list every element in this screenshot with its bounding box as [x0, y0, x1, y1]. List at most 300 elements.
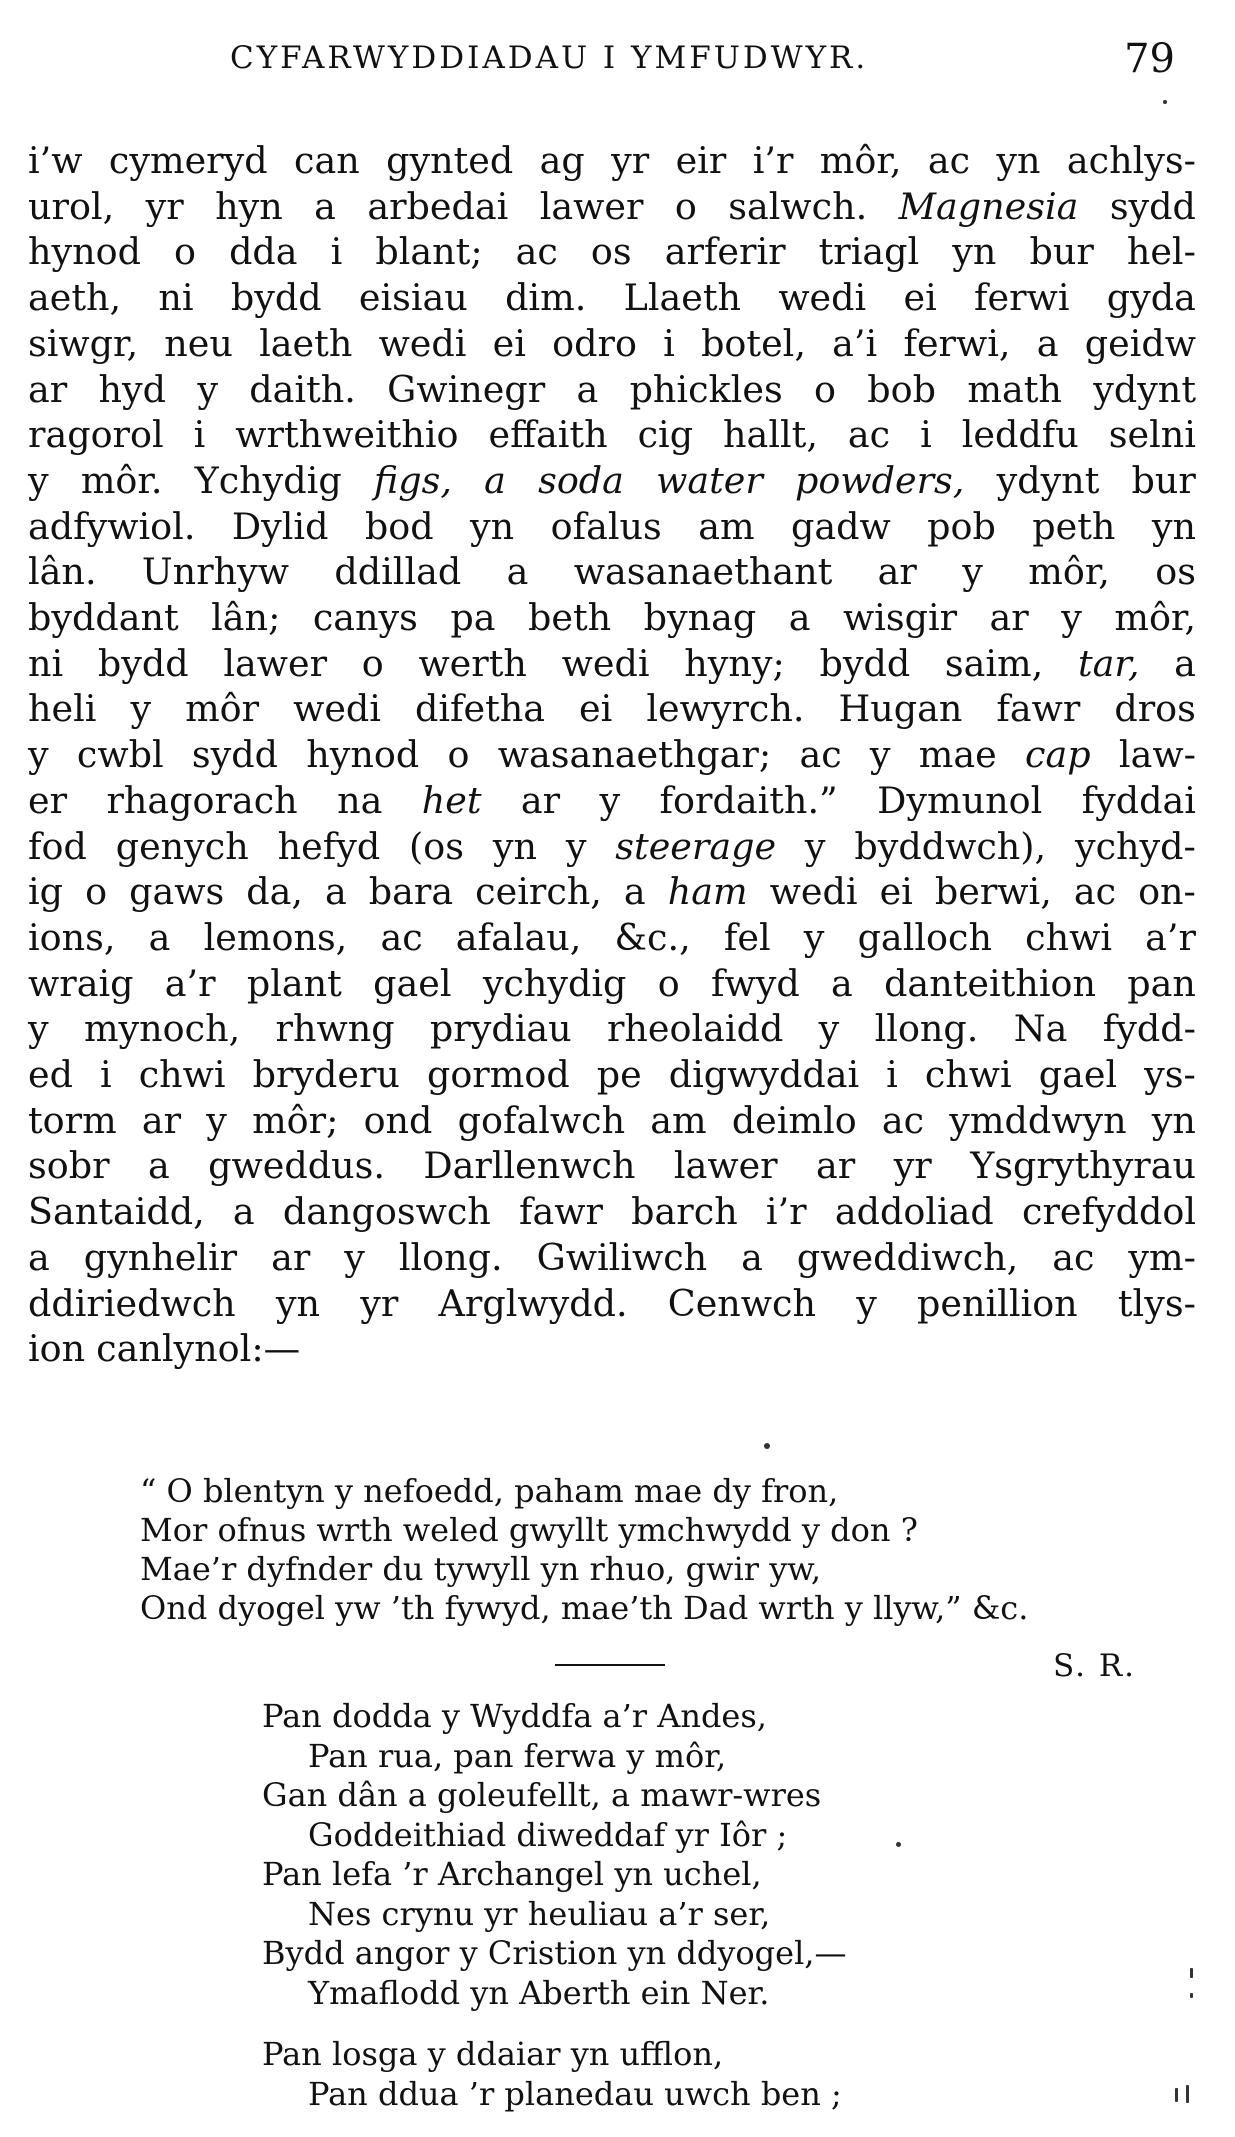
word: a: [147, 1144, 170, 1188]
word: a: [148, 915, 171, 959]
word: ar: [28, 367, 68, 411]
word: gofalwch: [457, 1098, 626, 1142]
word: môr.: [80, 458, 163, 502]
word: er: [28, 778, 68, 822]
text-line: [28, 824, 1196, 870]
word: ond: [363, 1098, 433, 1142]
word: yn: [996, 139, 1041, 182]
print-speck: [896, 1842, 901, 1847]
word: yn: [1151, 504, 1196, 548]
word: chwi: [138, 1053, 226, 1097]
word: Ysgrythyrau: [970, 1144, 1196, 1188]
word: o: [657, 961, 680, 1005]
quote-line: Ond dyogel yw ’th fywyd, mae’th Dad wrth y llyw,” &c.: [140, 1589, 1029, 1627]
text-line: [28, 1006, 1196, 1052]
word: a’i: [832, 321, 878, 365]
word: laeth: [259, 321, 353, 365]
print-speck: [764, 1443, 770, 1449]
word: fel: [723, 915, 771, 959]
word: fydd-: [1102, 1007, 1196, 1051]
word: Cenwch: [667, 1281, 816, 1325]
word: yr: [611, 139, 650, 182]
word: ni: [28, 641, 64, 685]
italic-word: het: [421, 778, 482, 822]
word: Gwiliwch: [536, 1235, 708, 1279]
word: a: [576, 367, 599, 411]
stanza-gap: [262, 2013, 846, 2035]
word: dangoswch: [282, 1190, 491, 1234]
italic-word: tar,: [1077, 641, 1140, 685]
word: canlynol:—: [96, 1327, 301, 1371]
word: yr: [145, 184, 184, 228]
word: aeth,: [28, 276, 122, 320]
poem-line: Nes crynu yr heuliau a’r ser,: [308, 1894, 771, 1933]
word: crefyddol: [1022, 1190, 1196, 1234]
word: addoliad: [834, 1190, 994, 1234]
word: bur: [1029, 230, 1094, 274]
text-line: [28, 504, 1196, 550]
page-number: 79: [1124, 36, 1175, 82]
word: wraig: [28, 961, 134, 1005]
word: ar: [141, 1098, 182, 1142]
word: môr,: [1028, 550, 1110, 594]
word: &c.,: [614, 915, 691, 959]
word: y: [206, 1098, 227, 1142]
italic-word: Magnesia: [898, 184, 1079, 228]
word: ym-: [1128, 1235, 1196, 1279]
word: Llaeth: [623, 276, 742, 320]
word: gynhelir: [83, 1235, 238, 1279]
text-line: [28, 275, 1196, 321]
word: berwi,: [934, 870, 1052, 914]
word: rheolaidd: [606, 1007, 784, 1051]
word: galloch: [857, 915, 992, 959]
word: os: [590, 230, 632, 274]
word: a’r: [1145, 915, 1196, 959]
word: i: [99, 1053, 112, 1097]
poem-line: Pan ddua ’r planedau uwch ben ;: [308, 2074, 842, 2113]
word: ar: [271, 1235, 311, 1279]
word: am: [650, 1098, 707, 1142]
word: i’w: [28, 139, 83, 182]
word: sydd: [1109, 184, 1196, 228]
poem-line: Goddeithiad diweddaf yr Iôr ;: [308, 1815, 788, 1854]
word: achlys-: [1066, 139, 1196, 182]
word: môr: [185, 687, 260, 731]
word: danteithion: [884, 961, 1096, 1005]
word: Hugan: [838, 687, 963, 731]
word: ion: [28, 1327, 86, 1371]
italic-word: cap: [1025, 733, 1091, 777]
italic-word: steerage: [615, 824, 777, 868]
word: ofalus: [550, 504, 662, 548]
word: penillion: [917, 1281, 1078, 1325]
word: prydiau: [429, 1007, 572, 1051]
word: o: [814, 367, 836, 411]
word: ydynt: [996, 458, 1100, 502]
word: blant;: [375, 230, 483, 274]
word: i: [886, 1053, 898, 1097]
quote-line: Mae’r dyfnder du tywyll yn rhuo, gwir yw,: [140, 1550, 822, 1588]
word: sobr: [28, 1144, 110, 1188]
word: mae: [918, 733, 997, 777]
poem-line: Pan dodda y Wyddfa a’r Andes,: [262, 1697, 767, 1735]
verse-quotation: [140, 1472, 1028, 1628]
word: cwbl: [76, 733, 164, 777]
word: yn: [492, 824, 537, 868]
word: bydd: [819, 641, 911, 685]
word: gynted: [386, 139, 514, 182]
word: na: [337, 778, 383, 822]
word: hefyd: [277, 824, 381, 868]
word: a: [506, 550, 529, 594]
word: genych: [115, 824, 249, 868]
word: môr,: [819, 139, 902, 182]
poem-line: Pan lefa ’r Archangel yn uchel,: [262, 1855, 762, 1893]
word: yn: [952, 230, 997, 274]
word: wrthweithio: [235, 413, 459, 457]
text-line: [28, 732, 1196, 778]
word: mynoch,: [83, 1007, 241, 1051]
word: bydd: [230, 276, 322, 320]
text-line: [28, 229, 1196, 275]
word: y: [197, 367, 218, 411]
word: y: [28, 733, 49, 777]
word: digwyddai: [668, 1053, 860, 1097]
word: chwi: [924, 1053, 1012, 1097]
prose-paragraph: [28, 138, 1196, 1372]
word: wedi: [293, 687, 381, 731]
word: i: [663, 321, 675, 365]
word: Unrhyw: [141, 550, 290, 594]
word: i: [330, 230, 343, 274]
word: wedi: [778, 276, 867, 320]
text-line: [28, 1143, 1196, 1189]
word: dda: [229, 230, 298, 274]
text-line: [28, 321, 1196, 367]
word: beth: [527, 596, 612, 640]
word: wedi: [561, 641, 650, 685]
word: lawer: [539, 184, 644, 228]
text-line: [28, 412, 1196, 458]
word: ions,: [28, 915, 116, 959]
word: y: [818, 1007, 840, 1051]
poem-line: Gan dân a goleufellt, a mawr-wres: [262, 1776, 822, 1814]
word: deimlo: [731, 1098, 857, 1142]
word: rhwng: [275, 1007, 395, 1051]
word: ar: [816, 1144, 856, 1188]
word: gaws: [129, 870, 225, 914]
word: pob: [927, 504, 996, 548]
italic-word: figs,: [373, 458, 452, 502]
word: wisgir: [842, 596, 958, 640]
poem-line: Bydd angor y Cristion yn ddyogel,—: [262, 1934, 847, 1972]
text-line: [28, 367, 1196, 413]
word: o: [674, 184, 697, 228]
word: bryderu: [252, 1053, 400, 1097]
word: ei: [579, 687, 613, 731]
word: gweddiwch,: [796, 1235, 1019, 1279]
word: ferwi: [974, 276, 1070, 320]
word: ddiriedwch: [28, 1281, 236, 1325]
word: ar: [877, 550, 917, 594]
word: barch: [631, 1190, 738, 1234]
word: am: [698, 504, 755, 548]
word: i’r: [752, 139, 794, 182]
word: difetha: [414, 687, 546, 731]
author-initials: S. R.: [1053, 1648, 1137, 1684]
word: ac: [1052, 1235, 1095, 1279]
word: a: [741, 1235, 763, 1279]
word: Ychydig: [194, 458, 342, 502]
word: arbedai: [367, 184, 509, 228]
word: yr: [360, 1281, 399, 1325]
word: triagl: [818, 230, 920, 274]
word: neu: [164, 321, 233, 365]
text-line: [28, 961, 1196, 1007]
word: lân.: [28, 550, 97, 594]
word: dim.: [505, 276, 587, 320]
print-speck: [1190, 1993, 1193, 1998]
word: y: [344, 1235, 365, 1279]
word: Dymunol: [877, 778, 1043, 822]
word: ferwi,: [903, 321, 1011, 365]
word: a: [1174, 641, 1196, 685]
word: y: [1061, 596, 1082, 640]
word: bynag: [643, 596, 757, 640]
word: saim,: [944, 641, 1044, 685]
text-line: [28, 686, 1196, 732]
word: Santaidd,: [28, 1190, 205, 1234]
text-line: [28, 641, 1196, 687]
word: y: [565, 824, 587, 868]
text-line: [28, 869, 1196, 915]
word: lemons,: [203, 915, 348, 959]
word: y: [962, 550, 983, 594]
italic-word: water: [656, 458, 763, 502]
word: Darllenwch: [423, 1144, 636, 1188]
word: gadw: [790, 504, 891, 548]
word: chwi: [1025, 915, 1112, 959]
word: a: [831, 961, 853, 1005]
word: a: [325, 870, 347, 914]
word: lawer: [673, 1144, 778, 1188]
print-speck: [1175, 2088, 1178, 2102]
word: peth: [1032, 504, 1116, 548]
word: Arglwydd.: [438, 1281, 628, 1325]
word: ac: [1073, 870, 1117, 914]
word: yn: [275, 1281, 321, 1325]
word: y: [869, 733, 891, 777]
word: hallt,: [723, 413, 818, 457]
word: ac: [380, 915, 423, 959]
word: hynod: [306, 733, 420, 777]
quote-line: Mor ofnus wrth weled gwyllt ymchwydd y don ?: [140, 1511, 918, 1549]
word: wedi: [769, 870, 858, 914]
word: ig: [28, 870, 64, 914]
italic-word: powders,: [795, 458, 965, 502]
text-line: [28, 778, 1196, 824]
word: rhagorach: [106, 778, 298, 822]
word: ac: [847, 413, 891, 457]
word: hynod: [28, 230, 141, 274]
hymn-verses: [262, 1697, 846, 2114]
word: Gwinegr: [387, 367, 546, 411]
word: ac: [799, 733, 842, 777]
word: ddillad: [334, 550, 462, 594]
word: da,: [246, 870, 303, 914]
word: a: [232, 1190, 255, 1234]
word: y: [28, 458, 49, 502]
word: geidw: [1084, 321, 1196, 365]
word: can: [294, 139, 360, 182]
word: botel,: [701, 321, 806, 365]
word: ac: [515, 230, 558, 274]
word: wasanaethgar;: [497, 733, 772, 777]
text-line: [28, 1281, 1196, 1327]
italic-word: soda: [538, 458, 624, 502]
italic-word: ham: [667, 870, 748, 914]
word: ei: [492, 321, 526, 365]
word: siwgr,: [28, 321, 139, 365]
word: y: [803, 915, 825, 959]
word: cymeryd: [108, 139, 268, 182]
word: ar: [520, 778, 561, 822]
word: o: [174, 230, 197, 274]
word: ymddwyn: [949, 1098, 1127, 1142]
word: heli: [28, 687, 97, 731]
word: selni: [1108, 413, 1196, 457]
word: fawr: [519, 1190, 603, 1234]
word: Dylid: [231, 504, 329, 548]
word: dros: [1114, 687, 1196, 731]
word: o: [447, 733, 470, 777]
word: i: [193, 413, 206, 457]
word: lân;: [211, 596, 281, 640]
word: ychyd-: [1074, 824, 1196, 868]
word: bur: [1131, 458, 1196, 502]
word: yn: [470, 504, 515, 548]
word: lewyrch.: [646, 687, 805, 731]
word: salwch.: [728, 184, 868, 228]
word: bob: [867, 367, 937, 411]
word: byddwch),: [854, 824, 1047, 868]
text-line: [28, 458, 1196, 504]
word: hel-: [1126, 230, 1196, 274]
word: hyny;: [684, 641, 785, 685]
word: eir: [675, 139, 727, 182]
word: sydd: [191, 733, 278, 777]
text-line: [28, 1189, 1196, 1235]
text-line: [28, 184, 1196, 230]
word: pe: [596, 1053, 642, 1097]
word: gormod: [426, 1053, 570, 1097]
text-line: [28, 915, 1196, 961]
text-line: [28, 1052, 1196, 1098]
word: y: [28, 1007, 49, 1051]
word: o: [361, 641, 384, 685]
poem-line: Pan losga y ddaiar yn ufflon,: [262, 2035, 724, 2073]
word: gael: [373, 961, 452, 1005]
word: o: [85, 870, 108, 914]
word: a’r: [164, 961, 216, 1005]
word: canys: [312, 596, 418, 640]
word: odro: [552, 321, 637, 365]
word: fawr: [996, 687, 1081, 731]
running-title: CYFARWYDDIADAU I YMFUDWYR.: [230, 40, 869, 76]
word: law-: [1118, 733, 1196, 777]
quote-line: “ O blentyn y nefoedd, paham mae dy fron,: [140, 1472, 839, 1510]
word: ei: [903, 276, 937, 320]
text-line: [28, 1235, 1196, 1281]
word: arferir: [664, 230, 786, 274]
print-speck: [1190, 1968, 1193, 1978]
word: on-: [1138, 870, 1196, 914]
word: i: [920, 413, 932, 457]
word: leddfu: [961, 413, 1079, 457]
word: ys-: [1144, 1053, 1196, 1097]
word: pan: [1127, 961, 1196, 1005]
word: a: [623, 870, 646, 914]
poem-line: Ymaflodd yn Aberth ein Ner.: [308, 1973, 770, 2012]
word: yn: [1151, 1098, 1196, 1142]
word: y: [130, 687, 152, 731]
word: ed: [28, 1053, 73, 1097]
word: gweddus.: [208, 1144, 385, 1188]
word: môr,: [1114, 596, 1196, 640]
text-line: [28, 549, 1196, 595]
word: wasanaethant: [573, 550, 833, 594]
text-line: [28, 138, 1196, 184]
word: fyddai: [1081, 778, 1196, 822]
word: ceirch,: [475, 870, 602, 914]
word: ag: [539, 139, 585, 182]
word: werth: [418, 641, 527, 685]
text-line: [28, 1326, 1196, 1372]
word: gael: [1038, 1053, 1118, 1097]
word: pa: [450, 596, 496, 640]
word: ac: [927, 139, 971, 182]
word: ychydig: [482, 961, 627, 1005]
word: adfywiol.: [28, 504, 196, 548]
section-rule: [555, 1664, 665, 1666]
word: bydd: [97, 641, 189, 685]
word: gyda: [1106, 276, 1196, 320]
word: (os: [409, 824, 464, 868]
word: wedi: [378, 321, 467, 365]
word: y: [856, 1281, 877, 1325]
word: fod: [28, 824, 87, 868]
word: fwyd: [710, 961, 800, 1005]
word: môr;: [252, 1098, 339, 1142]
word: y: [804, 824, 826, 868]
word: hyd: [98, 367, 167, 411]
word: bod: [364, 504, 434, 548]
word: y: [599, 778, 621, 822]
word: daith.: [249, 367, 356, 411]
word: plant: [246, 961, 342, 1005]
word: a: [28, 1235, 50, 1279]
italic-word: a: [484, 458, 506, 502]
word: torm: [28, 1098, 117, 1142]
poem-line: Pan rua, pan ferwa y môr,: [308, 1736, 727, 1775]
word: ei: [879, 870, 913, 914]
word: eisiau: [358, 276, 468, 320]
word: bara: [368, 870, 454, 914]
word: a: [1036, 321, 1059, 365]
word: llong.: [398, 1235, 503, 1279]
word: cig: [637, 413, 694, 457]
